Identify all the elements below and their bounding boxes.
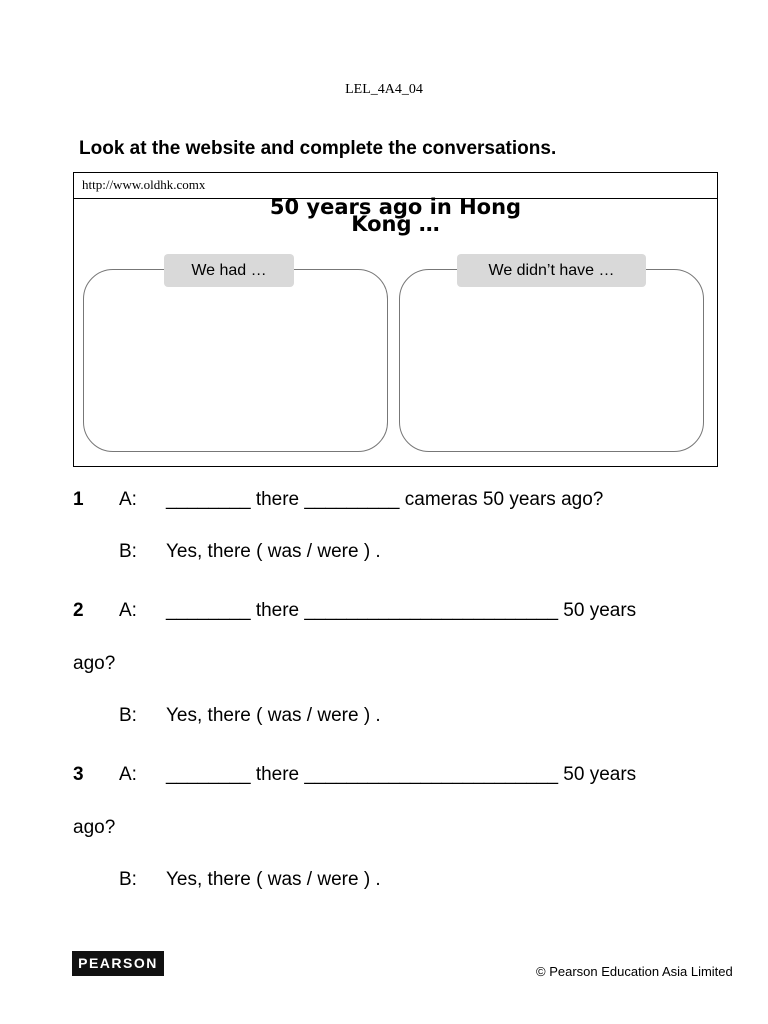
copyright-notice: © Pearson Education Asia Limited	[536, 964, 733, 979]
question-a-continuation: ago?	[73, 817, 116, 838]
answer-b-text: Yes, there ( was / were ) .	[166, 869, 381, 890]
question-a-text: ________ there ________________________ 50 years	[166, 600, 637, 621]
instruction-heading: Look at the website and complete the conversations.	[79, 138, 557, 159]
speaker-a-label: A:	[119, 764, 137, 785]
we-had-label: We had …	[164, 254, 294, 287]
website-title-line2: Kong …	[351, 212, 440, 236]
document-code: LEL_4A4_04	[345, 82, 423, 97]
pearson-logo: PEARSON	[72, 951, 164, 976]
question-number: 2	[73, 600, 84, 621]
question-number: 3	[73, 764, 84, 785]
answer-b-text: Yes, there ( was / were ) .	[166, 705, 381, 726]
url-bar: http://www.oldhk.comx	[74, 173, 717, 199]
speaker-a-label: A:	[119, 489, 137, 510]
we-didnt-have-label: We didn’t have …	[457, 254, 646, 287]
question-a-continuation: ago?	[73, 653, 116, 674]
answer-b-text: Yes, there ( was / were ) .	[166, 541, 381, 562]
speaker-b-label: B:	[119, 869, 137, 890]
speaker-b-label: B:	[119, 705, 137, 726]
we-didnt-have-panel	[399, 269, 704, 452]
website-title-line1: 50 years ago in Hong	[269, 195, 522, 219]
question-a-text: ________ there _________ cameras 50 years ago?	[166, 489, 604, 510]
speaker-a-label: A:	[119, 600, 137, 621]
question-number: 1	[73, 489, 84, 510]
website-title	[74, 195, 717, 236]
website-mockup	[73, 172, 718, 467]
question-a-text: ________ there ________________________ 50 years	[166, 764, 637, 785]
we-had-panel	[83, 269, 388, 452]
speaker-b-label: B:	[119, 541, 137, 562]
